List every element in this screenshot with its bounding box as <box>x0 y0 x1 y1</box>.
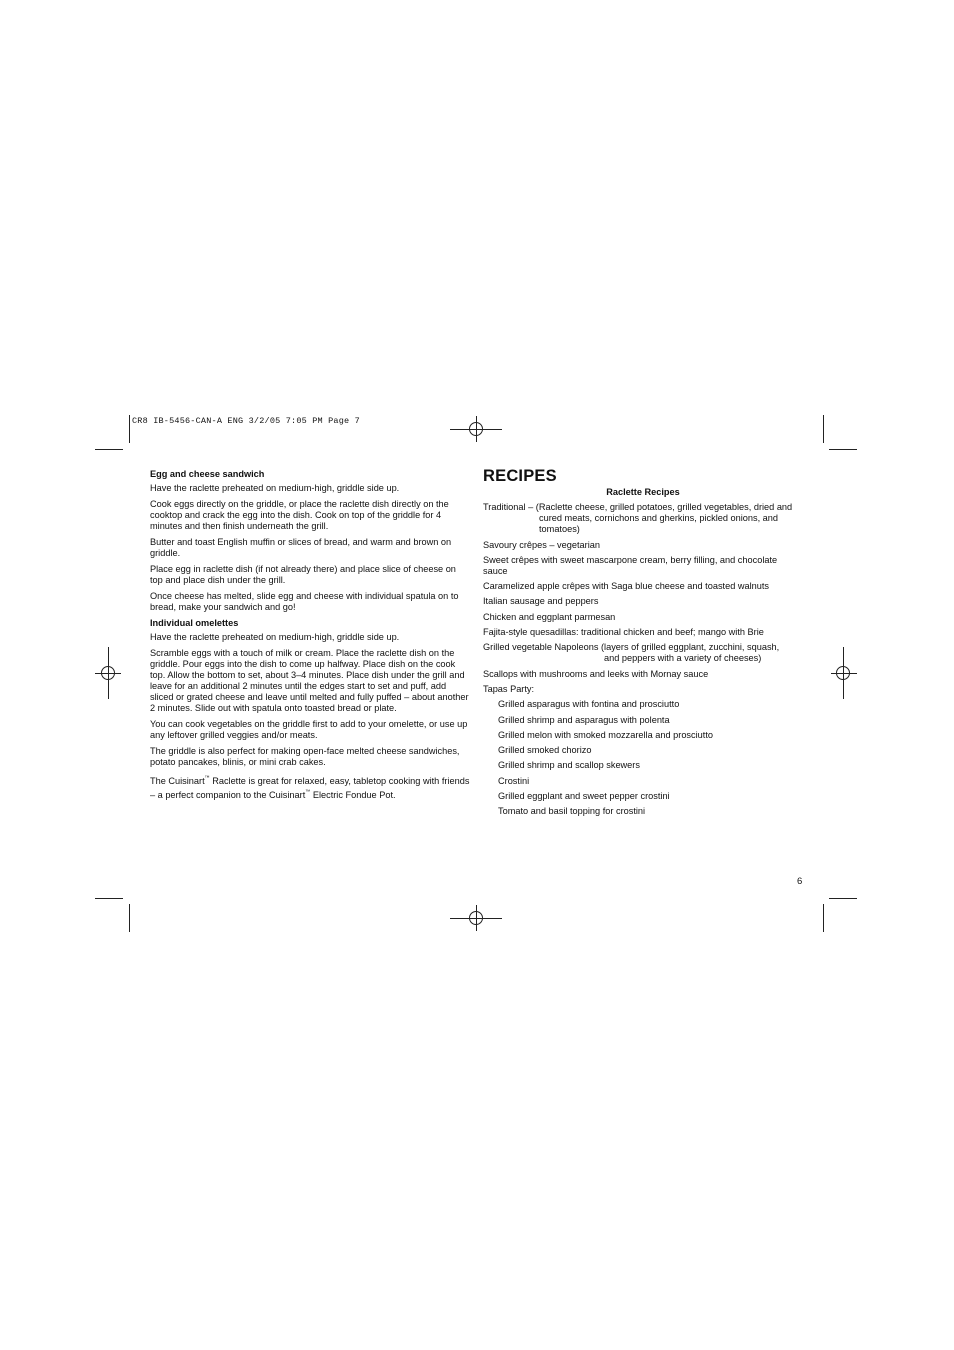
recipe-item: Traditional – (Raclette cheese, grilled potatoes, grilled vegetables, dried and cured meats, cornichons and gherkins, pickled onions, and tomatoes) <box>483 502 793 535</box>
omelettes-heading: Individual omelettes <box>150 618 239 628</box>
paragraph: The Cuisinart™ Raclette is great for relaxed, easy, tabletop cooking with friends – a perfect companion to the Cuisinart™ Electric Fondue Pot. <box>150 775 470 800</box>
paragraph: Have the raclette preheated on medium-high, griddle side up. <box>150 632 400 642</box>
recipe-item: Grilled vegetable Napoleons (layers of grilled eggplant, zucchini, squash, and peppers with a variety of cheeses) <box>483 642 780 664</box>
crop-mark <box>129 904 130 932</box>
tapas-item: Tomato and basil topping for crostini <box>498 806 646 817</box>
recipe-item: Italian sausage and peppers <box>483 596 599 607</box>
paragraph: Have the raclette preheated on medium-high, griddle side up. <box>150 483 400 493</box>
recipe-item: Caramelized apple crêpes with Saga blue cheese and toasted walnuts <box>483 581 770 592</box>
registration-circle <box>469 422 483 436</box>
left-column <box>150 469 470 806</box>
paragraph: Scramble eggs with a touch of milk or cream. Place the raclette dish on the griddle. Pour eggs into the dish to come up halfway. Place dish on the cook top. Allow the bottom to set, about 3–4 minutes. Place dish under the grill and leave for an additional 2 minutes until the edges start to set and puff, add sliced or grated cheese and leave until melted and fully puffed – about another 2 minutes. Slide out with spatula onto toasted bread or plate. <box>150 648 469 713</box>
registration-circle <box>469 911 483 925</box>
tapas-heading: Tapas Party: <box>483 683 535 694</box>
tapas-item: Grilled shrimp and scallop skewers <box>498 760 640 771</box>
paragraph: The griddle is also perfect for making open-face melted cheese sandwiches, potato pancakes, blinis, or mini crab cakes. <box>150 746 460 767</box>
printer-slug: CR8 IB-5456-CAN-A ENG 3/2/05 7:05 PM Page 7 <box>132 416 360 426</box>
tapas-item: Crostini <box>498 775 530 786</box>
paragraph: Once cheese has melted, slide egg and cheese with individual spatula on to bread, make your sandwich and go! <box>150 591 459 612</box>
paragraph: Cook eggs directly on the griddle, or place the raclette dish directly on the cooktop and crack the egg into the dish. Cook on top of the griddle for 4 minutes and then finish underneath the grill. <box>150 499 449 531</box>
crop-mark <box>95 898 123 899</box>
registration-circle <box>836 666 850 680</box>
crop-mark <box>823 415 824 443</box>
recipe-item: Fajita-style quesadillas: traditional chicken and beef; mango with Brie <box>483 627 764 638</box>
page-number: 6 <box>797 876 803 887</box>
egg-sandwich-heading: Egg and cheese sandwich <box>150 469 265 479</box>
registration-circle <box>101 666 115 680</box>
paragraph: Place egg in raclette dish (if not already there) and place slice of cheese on top and place dish under the grill. <box>150 564 456 585</box>
tapas-item: Grilled smoked chorizo <box>498 745 592 756</box>
crop-mark <box>823 904 824 932</box>
crop-mark <box>95 449 123 450</box>
page-title: RECIPES <box>483 467 557 485</box>
recipe-item: Chicken and eggplant parmesan <box>483 611 616 622</box>
tapas-item: Grilled eggplant and sweet pepper crostini <box>498 791 670 802</box>
tapas-item: Grilled shrimp and asparagus with polenta <box>498 714 670 725</box>
recipe-item: Savoury crêpes – vegetarian <box>483 539 600 550</box>
right-column <box>483 467 793 822</box>
paragraph: You can cook vegetables on the griddle first to add to your omelette, or use up any leftover grilled veggies and/or meats. <box>150 719 468 740</box>
tapas-item: Grilled asparagus with fontina and prosciutto <box>498 699 680 710</box>
recipe-item: Scallops with mushrooms and leeks with Mornay sauce <box>483 668 709 679</box>
section-subtitle: Raclette Recipes <box>606 487 680 497</box>
recipe-item: Sweet crêpes with sweet mascarpone cream, berry filling, and chocolate sauce <box>483 554 778 576</box>
paragraph: Butter and toast English muffin or slices of bread, and warm and brown on griddle. <box>150 537 452 558</box>
crop-mark <box>829 449 857 450</box>
tapas-item: Grilled melon with smoked mozzarella and prosciutto <box>498 729 713 740</box>
crop-mark <box>129 415 130 443</box>
crop-mark <box>829 898 857 899</box>
